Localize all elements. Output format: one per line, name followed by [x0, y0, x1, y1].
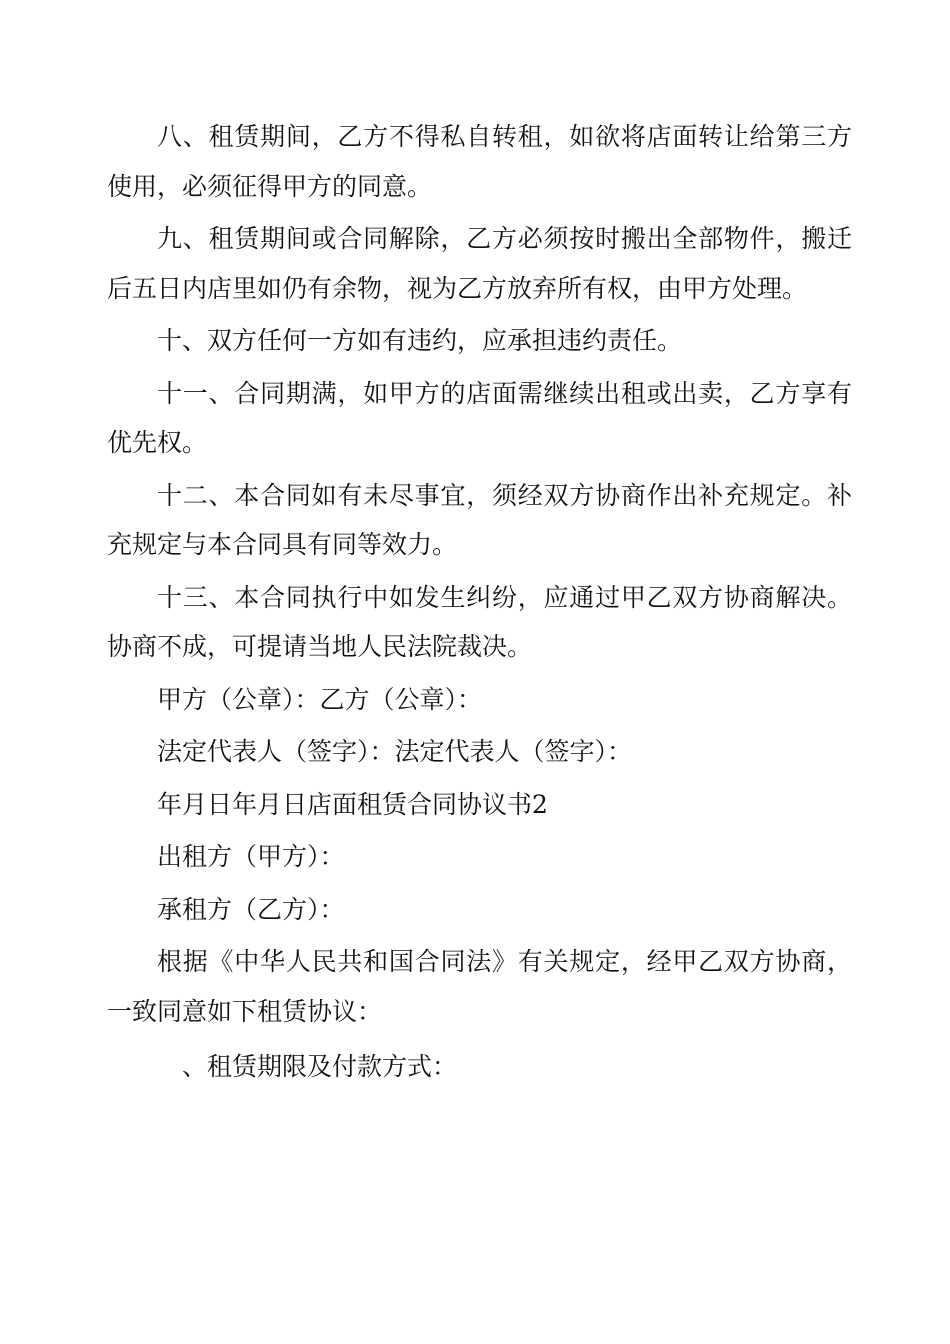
lessor-line: 出租方（甲方）：: [157, 842, 345, 871]
clause-13-disputes: 十三、本合同执行中如发生纠纷，应通过甲乙双方协商解决。协商不成，可提请当地人民法院裁决。: [107, 582, 852, 661]
party-seals-line: 甲方（公章）：乙方（公章）：: [157, 684, 483, 714]
clause-10-breach: 十、双方任何一方如有违约，应承担违约责任。: [157, 326, 683, 355]
clause-9-moving-out: 九、租赁期间或合同解除，乙方必须按时搬出全部物件，搬迁后五日内店里如仍有余物，视为乙方放弃所有权，由甲方处理。: [107, 224, 852, 303]
agreement-preamble: 根据《中华人民共和国合同法》有关规定，经甲乙双方协商，一致同意如下租赁协议：: [107, 947, 852, 1026]
contract-text-body: [107, 112, 852, 1095]
section-lease-term-heading: 、租赁期限及付款方式：: [182, 1052, 458, 1081]
lessee-line: 承租方（乙方）：: [157, 894, 345, 924]
date-and-second-title-line: 年月日年月日店面租赁合同协议书2: [157, 789, 548, 819]
representatives-signature-line: 法定代表人（签字）：法定代表人（签字）：: [157, 737, 633, 766]
clause-11-priority: 十一、合同期满，如甲方的店面需继续出租或出卖，乙方享有优先权。: [107, 378, 852, 457]
clause-12-supplement: 十二、本合同如有未尽事宜，须经双方协商作出补充规定。补充规定与本合同具有同等效力。: [107, 480, 852, 559]
clause-8-sublease: 八、租赁期间，乙方不得私自转租，如欲将店面转让给第三方使用，必须征得甲方的同意。: [107, 122, 852, 201]
